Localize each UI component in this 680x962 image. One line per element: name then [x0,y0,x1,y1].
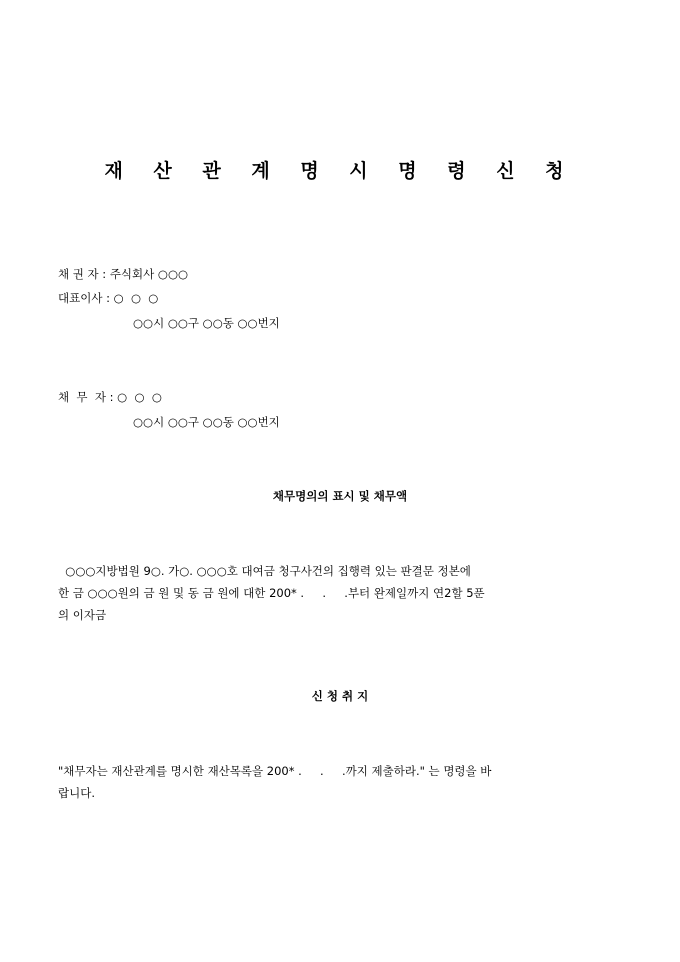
creditor-address: ○○시 ○○구 ○○동 ○○번지 [133,316,280,330]
debt-title-heading: 채무명의의 표시 및 채무액 [272,489,408,503]
debtor-name: 채 무 자 : ○ ○ ○ [58,390,162,404]
creditor-name: 채 권 자 : 주식회사 ○○○ [58,267,189,281]
purpose-paragraph [58,760,628,804]
paragraph-line: ○○○지방법원 9○. 가○. ○○○호 대여금 청구사건의 집행력 있는 판결문 정본에 [58,564,471,578]
document-title: 재 산 관 계 명 시 명 령 신 청 [104,160,576,182]
creditor-representative: 대표이사 : ○ ○ ○ [58,291,159,305]
debtor-address: ○○시 ○○구 ○○동 ○○번지 [133,415,280,429]
paragraph-line: "채무자는 재산관계를 명시한 재산목록을 200* . . .까지 제출하라." 는 명령을 바 [58,764,492,778]
paragraph-line: 의 이자금 [58,608,107,622]
paragraph-line: 랍니다. [58,786,95,800]
purpose-heading: 신 청 취 지 [311,689,369,703]
paragraph-line: 한 금 ○○○원의 금 원 및 동 금 원에 대한 200* . . .부터 완제일까지 연2할 5푼 [58,586,485,600]
debt-title-paragraph [58,560,628,626]
